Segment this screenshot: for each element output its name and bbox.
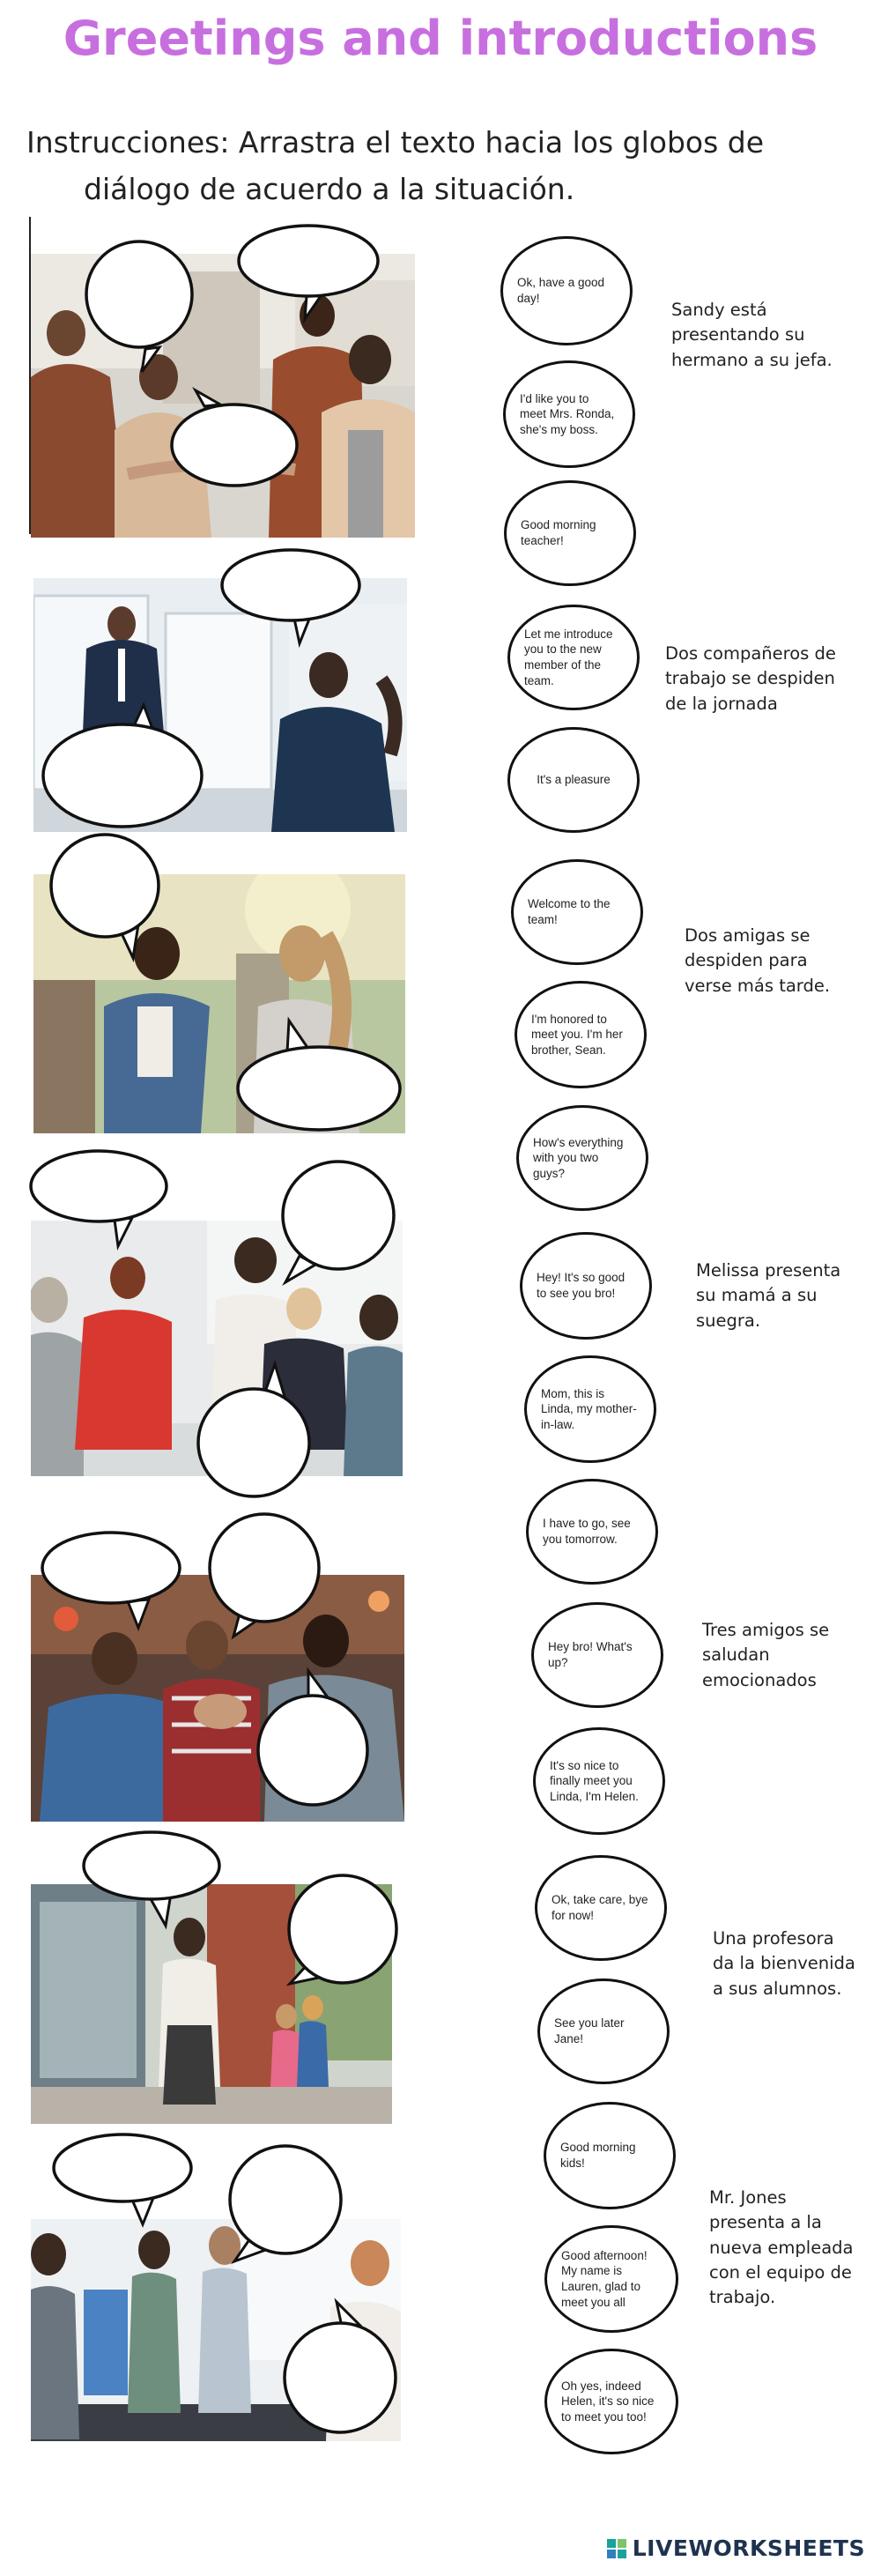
speech-bubble-drop-target[interactable]	[48, 833, 161, 940]
speech-bubble-drop-target[interactable]	[280, 1159, 396, 1273]
instructions-line-1: Instrucciones: Arrastra el texto hacia los globos de	[26, 125, 765, 160]
draggable-phrase[interactable]: Ok, take care, bye for now!	[535, 1855, 667, 1961]
instructions-line-2: diálogo de acuerdo a la situación.	[84, 172, 575, 206]
draggable-phrase[interactable]: How's everything with you two guys?	[516, 1105, 648, 1211]
speech-bubble-drop-target[interactable]	[286, 1873, 399, 1987]
speech-bubble-drop-target[interactable]	[227, 2143, 344, 2258]
draggable-phrase[interactable]: I have to go, see you tomorrow.	[526, 1479, 658, 1585]
brand-name: LIVEWORKSHEETS	[632, 2535, 865, 2561]
speech-bubble-drop-target[interactable]	[40, 1529, 182, 1607]
draggable-phrase[interactable]: I'm honored to meet you. I'm her brother, Sean.	[515, 981, 647, 1088]
situation-text: Dos compañeros de trabajo se despiden de la jornada	[665, 643, 836, 714]
situation-text: Mr. Jones presenta a la nueva empleada con el equipo de trabajo.	[709, 2187, 854, 2308]
speech-bubble-drop-target[interactable]	[28, 1147, 169, 1225]
draggable-phrase[interactable]: Good morning teacher!	[504, 480, 636, 586]
draggable-phrase[interactable]: Mom, this is Linda, my mother-in-law.	[524, 1355, 656, 1463]
draggable-phrase[interactable]: Hey! It's so good to see you bro!	[520, 1232, 652, 1340]
draggable-phrase[interactable]: Hey bro! What's up?	[531, 1602, 663, 1708]
situation-text: Melissa presenta su mamá a su suegra.	[696, 1260, 841, 1331]
draggable-phrase[interactable]: Good afternoon! My name is Lauren, glad to meet you all	[544, 2225, 678, 2333]
speech-bubble-drop-target[interactable]	[81, 1829, 222, 1903]
situation-text: Una profesora da la bienvenida a sus alumnos.	[713, 1928, 855, 1999]
draggable-phrase[interactable]: Let me introduce you to the new member of the team.	[507, 605, 640, 710]
speech-bubble-drop-target[interactable]	[236, 222, 381, 301]
speech-bubble-drop-target[interactable]	[218, 548, 362, 624]
draggable-phrase[interactable]: See you later Jane!	[537, 1978, 670, 2084]
draggable-phrase[interactable]: It's a pleasure	[507, 727, 640, 833]
draggable-phrase[interactable]: Welcome to the team!	[511, 859, 643, 965]
situation-text: Sandy está presentando su hermano a su jefa.	[671, 300, 833, 370]
situation-text: Dos amigas se despiden para verse más tarde.	[685, 925, 831, 996]
liveworksheets-grid-icon	[606, 2538, 627, 2559]
draggable-phrase[interactable]: Good morning kids!	[544, 2102, 676, 2209]
speech-bubble-drop-target[interactable]	[196, 1385, 312, 1500]
speech-bubble-drop-target[interactable]	[84, 240, 195, 353]
draggable-phrase[interactable]: Ok, have a good day!	[500, 236, 633, 345]
speech-bubble-drop-target[interactable]	[234, 1043, 403, 1133]
draggable-phrase[interactable]: I'd like you to meet Mrs. Ronda, she's my boss.	[503, 360, 635, 468]
speech-bubble-drop-target[interactable]	[207, 1511, 322, 1626]
speech-bubble-drop-target[interactable]	[51, 2131, 194, 2205]
speech-bubble-drop-target[interactable]	[169, 401, 300, 489]
draggable-phrase[interactable]: Oh yes, indeed Helen, it's so nice to meet you too!	[544, 2349, 678, 2454]
speech-bubble-drop-target[interactable]	[40, 721, 205, 830]
situation-text: Tres amigos se saludan emocionados	[702, 1620, 830, 1690]
liveworksheets-logo	[606, 2535, 865, 2561]
draggable-phrase[interactable]: It's so nice to finally meet you Linda, I'm Helen.	[533, 1727, 665, 1835]
speech-bubble-drop-target[interactable]	[255, 1692, 370, 1808]
page-title: Greetings and introductions	[63, 11, 818, 66]
speech-bubble-drop-target[interactable]	[282, 2320, 398, 2436]
